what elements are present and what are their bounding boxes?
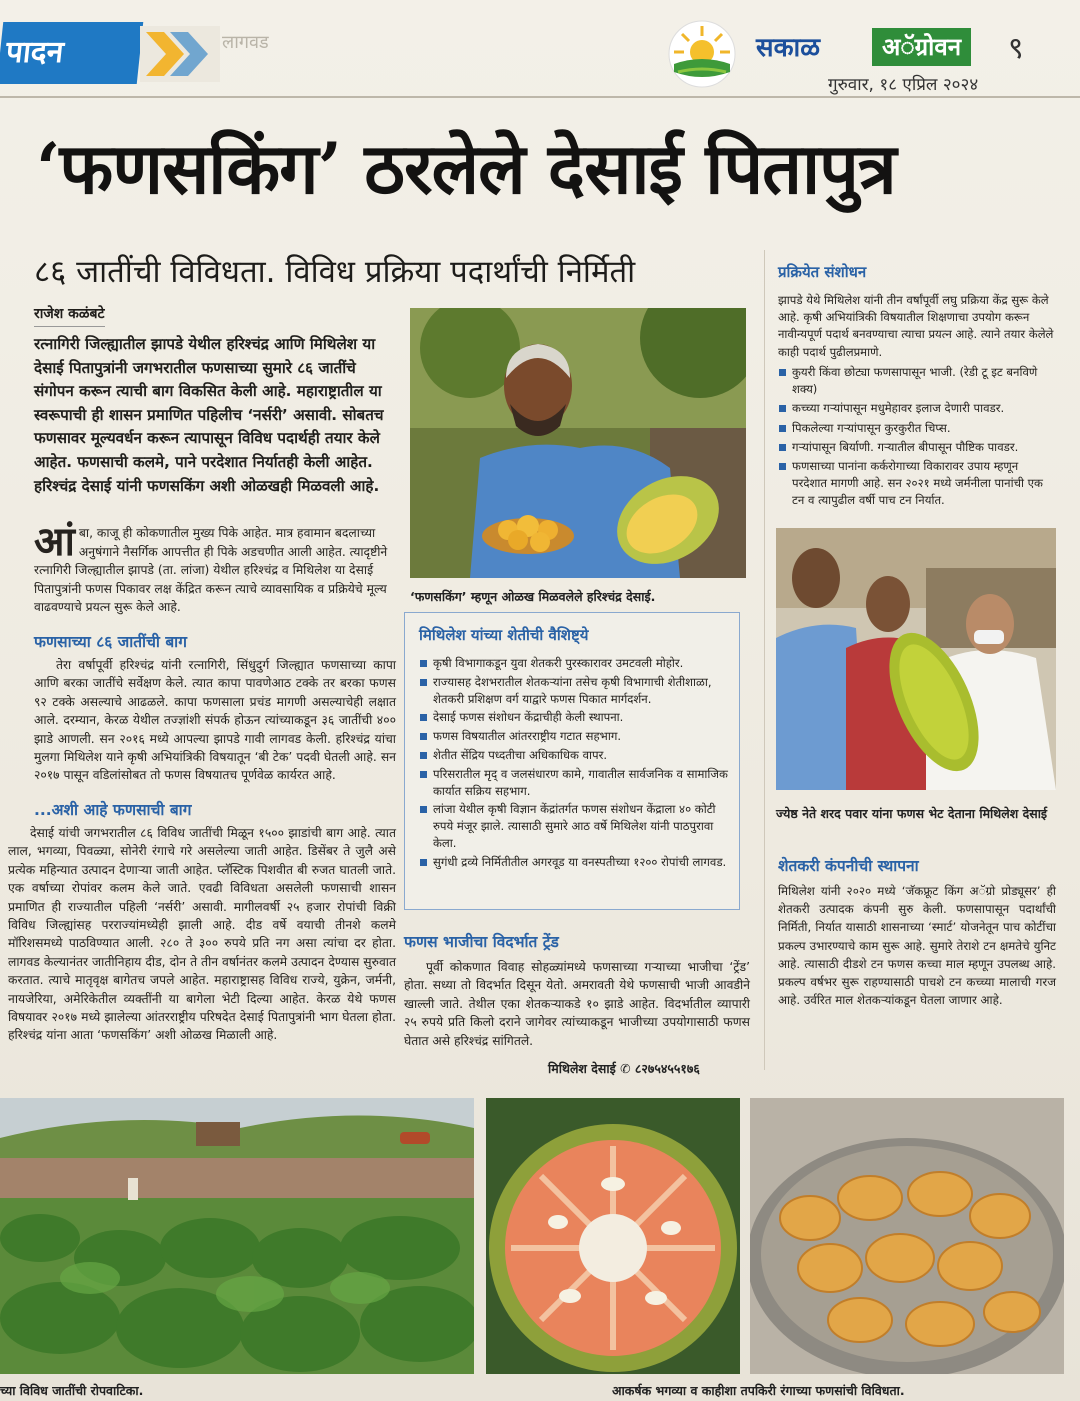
processing-product-item: कुयरी किंवा छोट्या फणसापासून भाजी. (रेडी टू इट बनविणे शक्य): [778, 364, 1056, 398]
section3-text: [404, 958, 750, 1050]
nursery-photo: [0, 1098, 474, 1374]
features-box-title: मिथिलेश यांच्या शेतीची वैशिष्ट्ये: [419, 626, 589, 644]
sun-field-logo: [668, 20, 736, 88]
farmer-photo: [410, 308, 746, 578]
features-list-item: कृषी विभागाकडून युवा शेतकरी पुरस्कारावर उमटवली मोहोर.: [419, 655, 731, 672]
jackfruit-variety-caption: आकर्षक भगव्या व काहीशा तपकिरी रंगाच्या फणसांची विविधता.: [612, 1383, 905, 1398]
processing-products-list: [778, 364, 1056, 512]
lead-paragraph-text: बा, काजू ही कोकणातील मुख्य पिके आहेत. मात्र हवामान बदलाच्या अनुषंगाने नैसर्गिक आपत्तीत ही पिके अडचणीत आली आहेत. त्यादृष्टीने रत्नागिरी जिल्ह्यातील झापडे (ता. लांजा) येथील हरिश्चंद्र व मिथिलेश या देसाई पितापुत्रांनी फणस पिकावर लक्ष केंद्रित करून त्याचे व्यावसायिक व प्रक्रियेचे मूल्य वाढवण्याचे प्रयत्न सुरू केले आहे.: [34, 526, 388, 615]
jackfruit-cross-section-photo: [486, 1098, 740, 1374]
section-tag: पादन: [0, 22, 143, 84]
pawar-photo: [776, 528, 1056, 790]
faded-section-tag: लागवड: [222, 32, 269, 53]
section1-paragraph: तेरा वर्षापूर्वी हरिश्चंद्र यांनी रत्नागिरी, सिंधुदुर्ग जिल्ह्यात फणसाच्या कापा आणि बरका जातींचे सर्वेक्षण केले. त्यात कापा पावणेआठ टक्के तर बरका फणस ९२ टक्के असल्याचे आढळले. कापा फणसाला प्रचंड मागणी असल्याचेही लक्षात आले. दरम्यान, केरळ येथील तज्ज्ञांशी संपर्क होऊन त्यांच्याकडून ३६ जातींची ४०० झाडे आणली. सन २०१६ मध्ये आपल्या झापडे गावी लागवड केली. हरिश्चंद्र यांचा मुलगा मिथिलेश याने कृषी अभियांत्रिकी विषयातून ‘बी टेक’ पदवी घेतली आहे. सन २०१७ पासून वडिलांसोबत तो फणस विषयातच पूर्णवेळ कार्यरत आहे.: [34, 658, 396, 783]
page-number: ९: [1008, 31, 1024, 66]
pawar-photo-art: [776, 528, 1056, 790]
jackfruit-cross-section-art: [486, 1098, 740, 1374]
subheadline: ८६ जातींची विविधता. विविध प्रक्रिया पदार्थांची निर्मिती: [34, 254, 636, 290]
features-list-item: सुगंधी द्रव्ये निर्मितीतील अगरवूड या वनस्पतीच्या १२०० रोपांची लागवड.: [419, 854, 731, 871]
phone-icon: ✆: [620, 1061, 635, 1076]
section1-text: [34, 656, 396, 785]
jackfruit-bulbs-photo: [750, 1098, 1064, 1374]
column-divider: [764, 250, 765, 1070]
contact-line: [548, 1060, 700, 1077]
processing-research-title: प्रक्रियेत संशोधन: [778, 263, 867, 281]
jackfruit-bulbs-art: [750, 1098, 1064, 1374]
processing-product-item: कच्च्या गऱ्यांपासून मधुमेहावर इलाज देणारी पावडर.: [778, 400, 1056, 417]
section2-text: [8, 824, 396, 1045]
brand-name: सकाळ: [756, 33, 821, 63]
pawar-photo-caption: ज्येष्ठ नेते शरद पवार यांना फणस भेट देताना मिथिलेश देसाई: [776, 806, 1048, 821]
processing-product-item: पिकलेल्या गऱ्यांपासून कुरकुरीत चिप्स.: [778, 420, 1056, 437]
brand-tag: अॅग्रोवन: [872, 28, 971, 66]
processing-product-item: गऱ्यांपासून बिर्याणी. गऱ्यातील बीपासून पौष्टिक पावडर.: [778, 439, 1056, 456]
nursery-caption: च्या विविध जातींची रोपवाटिका.: [0, 1383, 144, 1398]
nursery-photo-art: [0, 1098, 474, 1374]
farmer-photo-art: [410, 308, 746, 578]
lead-paragraph: [34, 519, 396, 617]
issue-date: गुरुवार, १८ एप्रिल २०२४: [828, 75, 979, 95]
farmer-company-text: मिथिलेश यांनी २०२० मध्ये ‘जॅकफ्रूट किंग अॅग्रो प्रोड्यूसर’ ही शेतकरी उत्पादक कंपनी सुरु केली. फणसापासून पदार्थांची निर्मिती, निर्यात यासाठी शासनाच्या ‘स्मार्ट’ योजनेतून पाच कोटींचा प्रकल्प उभारण्याचे काम सुरू आहे. सुमारे तेराशे टन क्षमतेचे युनिट आहे. त्यासाठी दीडशे टन फणस कच्चा माल म्हणून उपलब्ध आहे. प्रकल्प वर्षभर सुरू राहण्यासाठी पाचशे टन कच्च्या मालाची गरज आहे. उर्वरित माल शेतकऱ्यांकडून घेतला जाणार आहे.: [778, 884, 1056, 1008]
features-list-item: शेतीत सेंद्रिय पध्दतीचा अधिकाधिक वापर.: [419, 747, 731, 764]
dropcap: आं: [34, 519, 75, 565]
section3-paragraph: पूर्वी कोकणात विवाह सोहळ्यांमध्ये फणसाच्या गऱ्याच्या भाजीचा ‘ट्रेंड’ होता. सध्या तो विदर्भात दिसून येतो. अमरावती येथे फणसाची भाजी आवडीने खाल्ली जाते. तेथील एका शेतकऱ्याकडे १० झाडे आहेत. विदर्भातील व्यापारी २५ रुपये प्रति किलो दराने जागेवर त्यांच्याकडून भाजीच्या उपयोगासाठी फणस घेतात असे हरिश्चंद्र सांगितले.: [404, 960, 750, 1048]
section3-heading: फणस भाजीचा विदर्भात ट्रेंड: [404, 933, 559, 951]
features-list-item: परिसरातील मृद् व जलसंधारण कामे, गावातील सार्वजनिक व सामाजिक कार्यात सक्रिय सहभाग.: [419, 766, 731, 800]
header-divider: [0, 96, 1080, 98]
arrow-chevron-icon: [140, 26, 220, 82]
processing-product-item: फणसाच्या पानांना कर्करोगाच्या विकारावर उपाय म्हणून परदेशात मागणी आहे. सन २०२१ मध्ये जर्मनीला पानांची एक टन व त्यापुढील वर्षी पाच टन निर्यात.: [778, 458, 1056, 510]
processing-research-intro: झापडे येथे मिथिलेश यांनी तीन वर्षांपूर्वी लघु प्रक्रिया केंद्र सुरू केले आहे. कृषी अभियांत्रिकी विषयातील शिक्षणाचा उपयोग करून नावीन्यपूर्ण पदार्थ बनवण्याचा त्याचा प्रयत्न आहे. त्याने तयार केलेले काही पदार्थ पुढीलप्रमाणे.: [778, 293, 1054, 359]
intro-paragraph: रत्नागिरी जिल्ह्यातील झापडे येथील हरिश्चंद्र आणि मिथिलेश या देसाई पितापुत्रांनी जगभरातील फणसाच्या सुमारे ८६ जातींचे संगोपन करून त्याची बाग विकसित केली आहे. महाराष्ट्रातील या स्वरूपाची ही शासन प्रमाणित पहिलीच ‘नर्सरी’ असावी. सोबतच फणसावर मूल्यवर्धन करून त्यापासून विविध पदार्थही तयार केले आहेत. फणसाची कलमे, पाने परदेशात निर्यातही केली आहेत. हरिश्चंद्र देसाई यांनी फणसकिंग अशी ओळखही मिळवली आहे.: [34, 335, 384, 495]
section2-heading: ...अशी आहे फणसाची बाग: [34, 801, 192, 819]
features-list: [419, 655, 731, 873]
author-byline: राजेश कळंबटे: [34, 304, 105, 327]
contact-phone: ८२७५४५५१७६: [634, 1061, 700, 1076]
section1-heading: फणसाच्या ८६ जातींची बाग: [34, 633, 187, 651]
features-list-item: राज्यासह देशभरातील शेतकऱ्यांना तसेच कृषी विभागाची शेतीशाळा, शेतकरी प्रशिक्षण वर्ग याद्वारे फणस पिकात मार्गदर्शन.: [419, 674, 731, 708]
farmer-company-title: शेतकरी कंपनीची स्थापना: [778, 857, 919, 875]
features-list-item: देसाई फणस संशोधन केंद्राचीही केली स्थापना.: [419, 709, 731, 726]
section2-paragraph: देसाई यांची जगभरातील ८६ विविध जातींची मिळून १५०० झाडांची बाग आहे. त्यात लाल, भगव्या, पिवळ्या, सोनेरी रंगाचे गरे असलेल्या जाती आहेत. डिसेंबर ते जुलै असे प्रत्येक महिन्यात उत्पादन देणाऱ्या जाती आहेत. प्लॅस्टिक पिशवीत बी रुजत घातली जाते. एक वर्षाच्या रोपांवर कलम केले जाते. एवढी विविधता असलेली फणसाची शासन प्रमाणित ही राज्यातील पहिली ‘नर्सरी’ असावी. मागीलवर्षी २५ हजार रोपांची विक्री विविध जिल्ह्यांसह परराज्यांमध्येही झाली आहे. दीड वर्षे वयाची तीनशे कलमे मॉरिशसमध्ये पाठविण्यात आली. २८० ते ३०० रुपये प्रति नग असा त्यांचा दर होता. लागवड केल्यानंतर जातीनिहाय दीड, दोन ते तीन वर्षानंतर कलमे उत्पादन देण्यास सुरुवात करतात. त्याचे मातृवृक्ष बागेतच जपले आहेत. महाराष्ट्रासह विविध राज्ये, युक्रेन, जर्मनी, नायजेरिया, अमेरिकेतील व्यक्तींनी या बागेला भेटी दिल्या आहेत. केरळ येथे फणस विषयावर २०१७ मध्ये झालेल्या आंतरराष्ट्रीय परिषदेत देसाई पितापुत्रांनी भाग घेतला होता. हरिश्चंद्र यांना आता ‘फणसकिंग’ अशी ओळख मिळाली आहे.: [8, 826, 396, 1043]
farmer-photo-caption: ‘फणसकिंग’ म्हणून ओळख मिळवलेले हरिश्चंद्र देसाई.: [410, 589, 656, 604]
contact-name: मिथिलेश देसाई: [548, 1061, 616, 1076]
features-list-item: लांजा येथील कृषी विज्ञान केंद्रांतर्गत फणस संशोधन केंद्राला ४० कोटी रुपये मंजूर झाले. त्यासाठी सुमारे आठ वर्षे मिथिलेश यांनी पाठपुरावा केला.: [419, 801, 731, 851]
features-list-item: फणस विषयातील आंतरराष्ट्रीय गटात सहभाग.: [419, 728, 731, 745]
features-box: [404, 612, 740, 910]
headline: ‘फणसकिंग’ ठरलेले देसाई पितापुत्र: [36, 127, 896, 210]
